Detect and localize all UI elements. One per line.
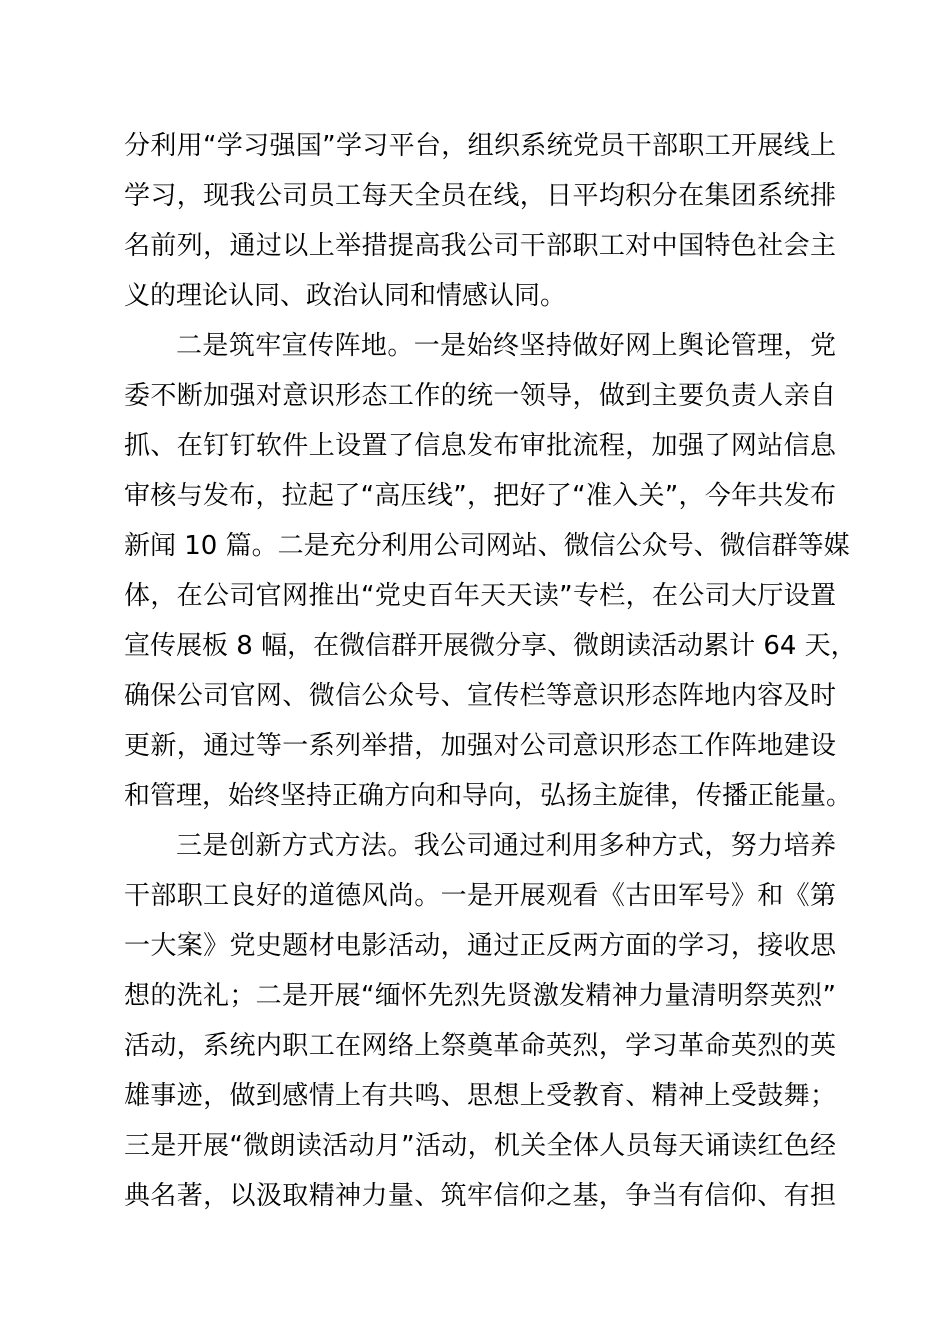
paragraph-start-line: 二是筑牢宣传阵地。一是始终坚持做好网上舆论管理，党 xyxy=(176,331,836,361)
text-line: 委不断加强对意识形态工作的统一领导，做到主要负责人亲自 xyxy=(124,381,836,411)
text-line: 义的理论认同、政治认同和情感认同。 xyxy=(124,281,567,311)
text-line: 确保公司官网、微信公众号、宣传栏等意识形态阵地内容及时 xyxy=(124,681,836,711)
text-line: 干部职工良好的道德风尚。一是开展观看《古田军号》和《第 xyxy=(124,881,836,911)
text-line: 典名著，以汲取精神力量、筑牢信仰之基，争当有信仰、有担 xyxy=(124,1181,836,1211)
text-line: 更新，通过等一系列举措，加强对公司意识形态工作阵地建设 xyxy=(124,731,836,761)
paragraph-start-line: 三是创新方式方法。我公司通过利用多种方式，努力培养 xyxy=(176,831,836,861)
text-line: 审核与发布，拉起了“高压线”，把好了“准入关”，今年共发布 xyxy=(124,481,836,511)
text-line: 名前列，通过以上举措提高我公司干部职工对中国特色社会主 xyxy=(124,231,836,261)
text-line: 宣传展板 8 幅，在微信群开展微分享、微朗读活动累计 64 天， xyxy=(124,631,857,661)
text-line: 和管理，始终坚持正确方向和导向，弘扬主旋律，传播正能量。 xyxy=(124,781,853,811)
text-line: 想的洗礼；二是开展“缅怀先烈先贤激发精神力量清明祭英烈” xyxy=(124,981,836,1011)
text-line: 学习，现我公司员工每天全员在线，日平均积分在集团系统排 xyxy=(124,181,836,211)
text-line: 活动，系统内职工在网络上祭奠革命英烈，学习革命英烈的英 xyxy=(124,1031,836,1061)
text-line: 三是开展“微朗读活动月”活动，机关全体人员每天诵读红色经 xyxy=(124,1131,836,1161)
text-line: 新闻 10 篇。二是充分利用公司网站、微信公众号、微信群等媒 xyxy=(124,531,850,561)
text-line: 分利用“学习强国”学习平台，组织系统党员干部职工开展线上 xyxy=(124,131,836,161)
text-line: 体，在公司官网推出“党史百年天天读”专栏，在公司大厅设置 xyxy=(124,581,836,611)
text-line: 雄事迹，做到感情上有共鸣、思想上受教育、精神上受鼓舞； xyxy=(124,1081,836,1111)
body-text xyxy=(124,121,857,1221)
text-line: 抓、在钉钉软件上设置了信息发布审批流程，加强了网站信息 xyxy=(124,431,836,461)
text-line: 一大案》党史题材电影活动，通过正反两方面的学习，接收思 xyxy=(124,931,836,961)
